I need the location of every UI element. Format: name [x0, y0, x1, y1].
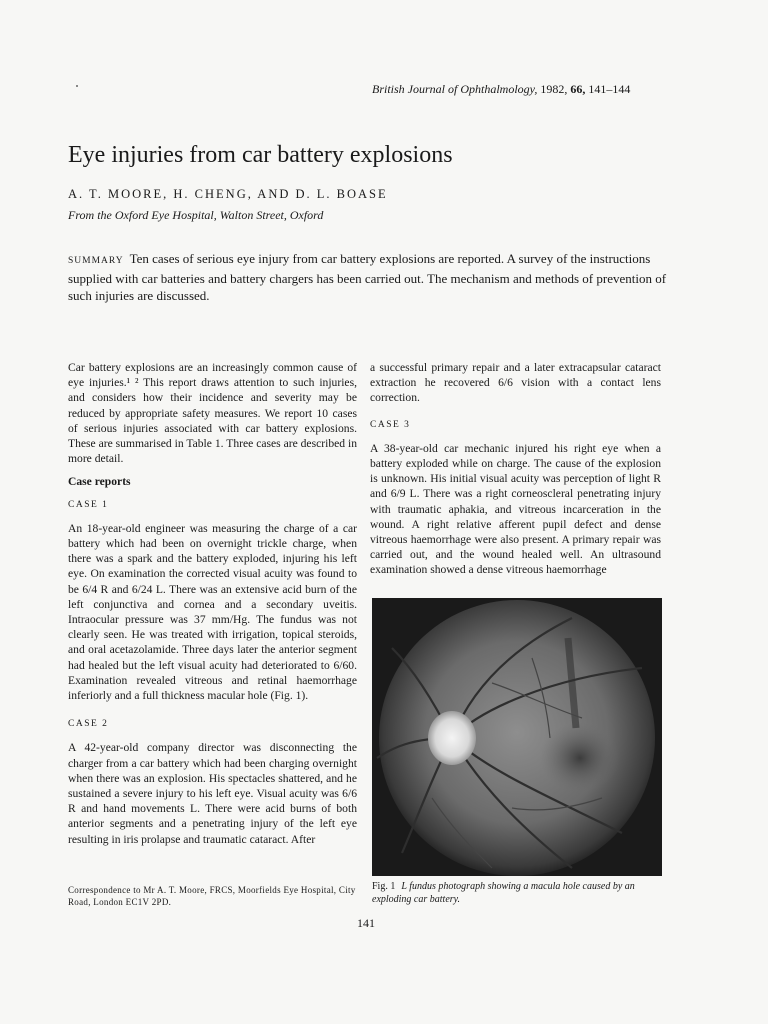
- figure-label: Fig. 1: [372, 881, 396, 892]
- left-column: [68, 360, 357, 855]
- article-title: Eye injuries from car battery explosions: [68, 142, 453, 168]
- running-header: [372, 82, 630, 97]
- right-column: [370, 360, 661, 586]
- case1-heading: CASE 1: [68, 499, 109, 510]
- case3-text: A 38-year-old car mechanic injured his right eye when a battery exploded while on charge. The cause of the explosion is unknown. His initial visual acuity was perception of light R and 6/9 L. There was a right corneoscleral penetrating injury with traumatic aphakia, and vitreous incarceration in the wound. A right relative afferent pupil defect and dense vitreous haemorrhage were also present. A primary repair was carried out, and the wound healed well. An ultrasound examination showed a dense vitreous haemorrhage: [370, 441, 661, 577]
- case2-heading: CASE 2: [68, 719, 109, 730]
- summary: [68, 250, 673, 304]
- case2-text: A 42-year-old company director was disconnecting the charger from a car battery which had been charging overnight when there was an explosion. His spectacles shattered, and he sustained a severe injury to his left eye. Visual acuity was 6/6 R and hand movements L. There were acid burns of both anterior segments and a penetrating injury of the left eye resulting in iris prolapse and traumatic cataract. After: [68, 741, 357, 846]
- fundus-image: [372, 598, 662, 876]
- intro-paragraph: Car battery explosions are an increasingly common cause of eye injuries.¹ ² This report draws attention to such injuries, and considers how their incidence and severity may be reduced by appropriate safety measures. We report 10 cases of serious injuries associated with car battery explosions. These are summarised in Table 1. Three cases are described in more detail.: [68, 361, 357, 466]
- affiliation: From the Oxford Eye Hospital, Walton Street, Oxford: [68, 208, 324, 222]
- journal-name: British Journal of Ophthalmology,: [372, 82, 538, 96]
- fundus-photograph: [372, 598, 662, 876]
- journal-year: 1982,: [540, 82, 568, 96]
- case2-continued: a successful primary repair and a later extracapsular cataract extraction he recovered 6/6 vision with a contact lens correction.: [370, 361, 661, 405]
- correspondence-footnote: Correspondence to Mr A. T. Moore, FRCS, Moorfields Eye Hospital, City Road, London EC1V 2PD.: [68, 885, 356, 907]
- summary-label: SUMMARY: [68, 256, 124, 266]
- case-reports-heading: Case reports: [68, 475, 131, 489]
- figure-caption-text: L fundus photograph showing a macula hole caused by an exploding car battery.: [372, 881, 635, 905]
- case3-heading: CASE 3: [370, 419, 411, 430]
- speck: [76, 85, 78, 87]
- page-number: 141: [357, 916, 375, 930]
- summary-text: Ten cases of serious eye injury from car battery explosions are reported. A survey of the instructions supplied with car batteries and battery chargers has been carried out. The mechanism and methods of prevention of such injuries are discussed.: [68, 251, 667, 303]
- authors: A. T. MOORE, H. CHENG, AND D. L. BOASE: [68, 187, 388, 201]
- journal-pages: 141–144: [588, 82, 631, 96]
- case1-text: An 18-year-old engineer was measuring the charge of a car battery which had been on overnight trickle charge, when there was a spark and the battery exploded, injuring his left eye. On examination the corrected visual acuity was found to be 6/4 R and 6/24 L. There was an extensive acid burn of the left conjunctiva and cornea and a secondary uveitis. Intraocular pressure was 37 mm/Hg. The fundus was not clearly seen. He was treated with irrigation, topical steroids, and oral acetazolamide. Three days later the anterior segment had healed but the left visual acuity had deteriorated to 6/60. Examination revealed vitreous and retinal haemorrhage inferiorly and a full thickness macular hole (Fig. 1).: [68, 521, 357, 703]
- journal-volume: 66,: [570, 82, 586, 96]
- figure-caption: [372, 880, 672, 906]
